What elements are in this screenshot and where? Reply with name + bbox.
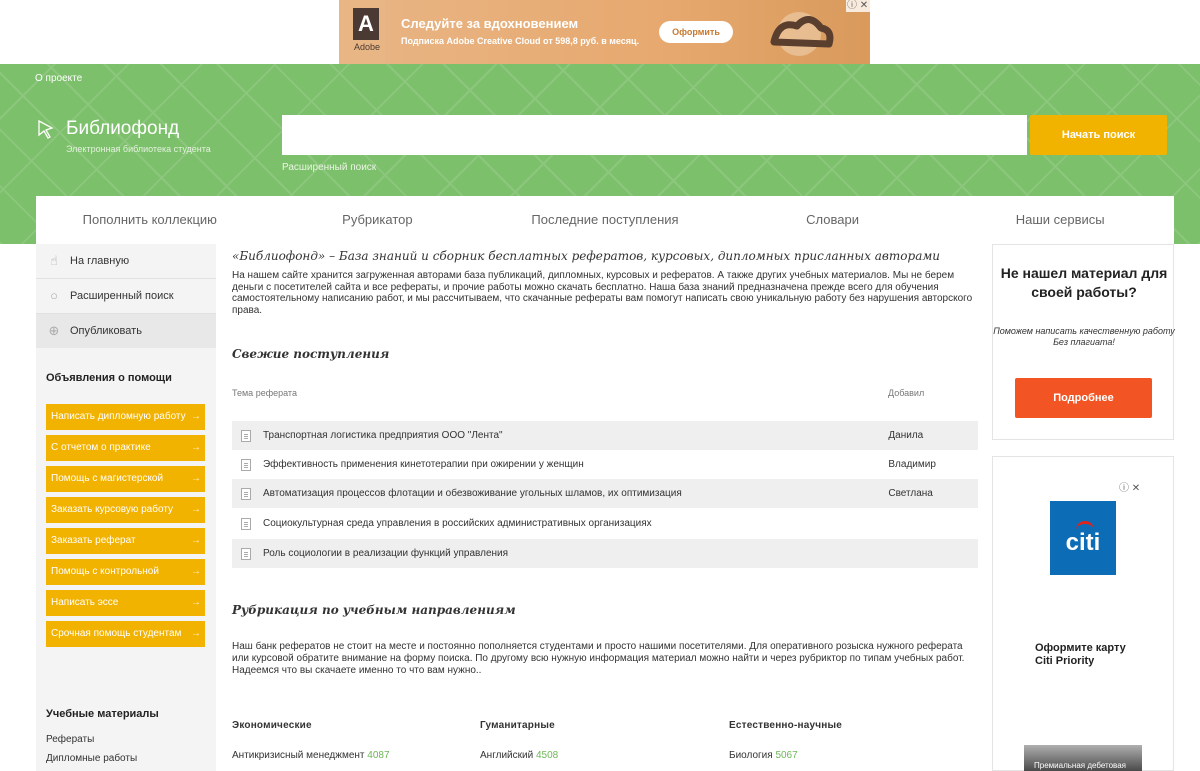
left-sidebar xyxy=(36,244,216,771)
ad-subline: Подписка Adobe Creative Cloud от 598,8 руб. в месяц. xyxy=(401,36,640,46)
ad-info-icon[interactable]: ⓘ xyxy=(1119,483,1129,494)
help-button-label: Заказать реферат xyxy=(51,535,136,546)
categories-text: Наш банк рефератов не стоит на месте и постоянно пополняется студентами и просто нашими посетителями. Для оперативного розыска нужного реферата или курсовой обратите внимание на форму поиска. По другому всю нужную информация материал можно найти и через рубриктор по типам учебных работ. Надеемся что вы скачаете именно то что вам нужно.. xyxy=(232,641,965,676)
document-icon xyxy=(241,518,251,530)
ad-cta-button[interactable]: Оформить xyxy=(659,21,733,43)
arrow-right-icon: → xyxy=(191,597,201,608)
citi-logo-text: citi xyxy=(1065,529,1101,556)
materials-link-diplomas[interactable]: Дипломные работы xyxy=(46,753,138,764)
nav-dictionaries[interactable]: Словари xyxy=(806,212,859,227)
arrow-right-icon: → xyxy=(191,473,201,484)
help-button-label: Заказать курсовую работу xyxy=(51,504,174,515)
help-button-label: Помощь с магистерской xyxy=(51,473,164,484)
category-link[interactable] xyxy=(232,750,390,761)
adobe-logo xyxy=(347,0,385,64)
help-button-master[interactable] xyxy=(46,466,205,492)
main-nav xyxy=(36,196,1174,244)
help-button-diploma[interactable] xyxy=(46,404,205,430)
row-author: Владимир xyxy=(888,459,936,470)
help-button-control[interactable] xyxy=(46,559,205,585)
advanced-search-link[interactable]: Расширенный поиск xyxy=(282,162,377,173)
category-link-label: Биология xyxy=(729,750,773,761)
arrow-right-icon: → xyxy=(191,628,201,639)
help-button-label: Написать эссе xyxy=(51,597,119,608)
table-row[interactable] xyxy=(232,450,978,479)
col-header-topic: Тема реферата xyxy=(232,388,297,398)
category-count: 4508 xyxy=(535,750,559,761)
arrow-right-icon: → xyxy=(191,504,201,515)
plus-circle-icon: ⊕ xyxy=(48,323,60,338)
row-topic: Транспортная логистика предприятия ООО "Лента" xyxy=(262,430,503,441)
nav-add-collection[interactable]: Пополнить коллекцию xyxy=(82,212,217,227)
about-link[interactable]: О проекте xyxy=(35,73,83,84)
sidebar-item-label: Расширенный поиск xyxy=(70,290,174,302)
promo-details-button[interactable]: Подробнее xyxy=(1015,378,1152,418)
arrow-right-icon: → xyxy=(191,442,201,453)
ad-info-icon[interactable]: ⓘ xyxy=(847,0,857,11)
help-button-urgent[interactable] xyxy=(46,621,205,647)
citi-ad-text: Оформите карту Citi Priority xyxy=(1035,642,1126,667)
category-link[interactable] xyxy=(480,750,558,761)
top-ad-banner[interactable] xyxy=(339,0,870,64)
search-button[interactable]: Начать поиск xyxy=(1030,115,1167,155)
row-topic: Эффективность применения кинетотерапии при ожирении у женщин xyxy=(262,459,584,470)
help-button-label: Срочная помощь студентам xyxy=(51,628,182,639)
document-icon xyxy=(241,430,251,442)
category-link-label: Английский xyxy=(480,750,534,761)
citi-logo-icon xyxy=(1050,501,1116,575)
hand-pointer-icon: ☝ xyxy=(50,253,58,268)
help-button-label: Написать дипломную работу xyxy=(51,411,186,422)
citi-ad-image xyxy=(1024,745,1142,771)
brand-tagline: Электронная библиотека студента xyxy=(66,144,211,154)
materials-title: Учебные материалы xyxy=(46,708,159,720)
row-topic: Социокультурная среда управления в российских административных организациях xyxy=(262,518,652,529)
promo-title: Не нашел материал для своей работы? xyxy=(1000,265,1168,300)
help-button-essay[interactable] xyxy=(46,590,205,616)
ad-close-icon[interactable]: ✕ xyxy=(1131,483,1141,494)
citi-ad-banner[interactable] xyxy=(1024,483,1142,771)
row-author: Данила xyxy=(888,430,924,441)
row-topic: Автоматизация процессов флотации и обезвоживание угольных шламов, их оптимизация xyxy=(262,488,682,499)
category-title-economics: Экономические xyxy=(232,720,312,731)
citi-ad-bottom-text: Премиальная дебетовая xyxy=(1034,761,1126,770)
promo-line: Без плагиата! xyxy=(1053,337,1115,347)
col-header-added: Добавил xyxy=(888,388,925,398)
materials-link-reports[interactable]: Рефераты xyxy=(46,734,95,745)
category-link-label: Антикризисный менеджмент xyxy=(232,750,365,761)
document-icon xyxy=(241,459,251,471)
sidebar-item-advanced-search[interactable] xyxy=(36,279,216,313)
nav-latest[interactable]: Последние поступления xyxy=(531,212,679,227)
promo-subtitle xyxy=(993,326,1175,348)
category-count: 4087 xyxy=(367,750,390,761)
ad-headline: Следуйте за вдохновением xyxy=(401,16,579,31)
document-icon xyxy=(241,548,251,560)
category-link[interactable] xyxy=(729,750,798,761)
categories-section-title: Рубрикация по учебным направлениям xyxy=(232,603,516,617)
adobe-a-icon: A xyxy=(353,8,379,40)
search-icon: ○ xyxy=(50,288,58,303)
table-row[interactable] xyxy=(232,421,978,450)
intro-text: На нашем сайте хранится загруженная авторами база публикаций, дипломных, курсовых и рефератов. А также других учебных материалов. Мы не берем деньги с посетителей сайта и все рефераты, и прочие работы можно скачать бесплатно. Наша база знаний предназначена прежде всего для обучения самостоятельному написанию работ, и мы рассчитываем, что скачанные рефераты вам помогут написать свою уникальную работу без нарушения авторского права. xyxy=(232,270,973,316)
sidebar-item-label: На главную xyxy=(70,255,130,267)
sidebar-item-label: Опубликовать xyxy=(70,325,142,337)
row-author: Светлана xyxy=(888,488,933,499)
table-row[interactable] xyxy=(232,479,978,508)
intro-title: «Библиофонд» – База знаний и сборник бесплатных рефератов, курсовых, дипломных присланных авторами xyxy=(232,249,941,263)
category-title-science: Естественно-научные xyxy=(729,720,843,731)
help-button-label: Помощь с контрольной xyxy=(51,566,159,577)
category-count: 5067 xyxy=(775,750,798,761)
fresh-section-title: Свежие поступления xyxy=(232,347,390,361)
document-icon xyxy=(241,488,251,500)
help-button-report[interactable] xyxy=(46,528,205,554)
cursor-icon xyxy=(36,119,56,139)
nav-rubricator[interactable]: Рубрикатор xyxy=(342,212,413,227)
ad-close-icon[interactable]: ✕ xyxy=(859,0,869,11)
creative-cloud-icon xyxy=(759,6,839,62)
help-button-label: С отчетом о практике xyxy=(51,442,151,453)
arrow-right-icon: → xyxy=(191,535,201,546)
row-topic: Роль социологии в реализации функций управления xyxy=(262,548,509,559)
arrow-right-icon: → xyxy=(191,566,201,577)
help-button-practice[interactable] xyxy=(46,435,205,461)
arrow-right-icon: → xyxy=(191,411,201,422)
brand-name: Библиофонд xyxy=(66,118,180,139)
sidebar-item-publish[interactable] xyxy=(36,314,216,348)
help-button-coursework[interactable] xyxy=(46,497,205,523)
citi-arc-icon xyxy=(1076,521,1094,530)
promo-line: Поможем написать качественную работу xyxy=(993,326,1175,336)
help-promo-box xyxy=(992,244,1174,440)
nav-services[interactable]: Наши сервисы xyxy=(1015,212,1105,227)
table-row[interactable] xyxy=(232,539,978,568)
table-row[interactable] xyxy=(232,509,978,538)
sidebar-item-home[interactable] xyxy=(36,244,216,278)
category-title-humanities: Гуманитарные xyxy=(480,720,555,731)
help-section-title: Объявления о помощи xyxy=(46,372,172,384)
adobe-logo-text: Adobe xyxy=(353,42,381,52)
search-input[interactable] xyxy=(282,115,1027,155)
